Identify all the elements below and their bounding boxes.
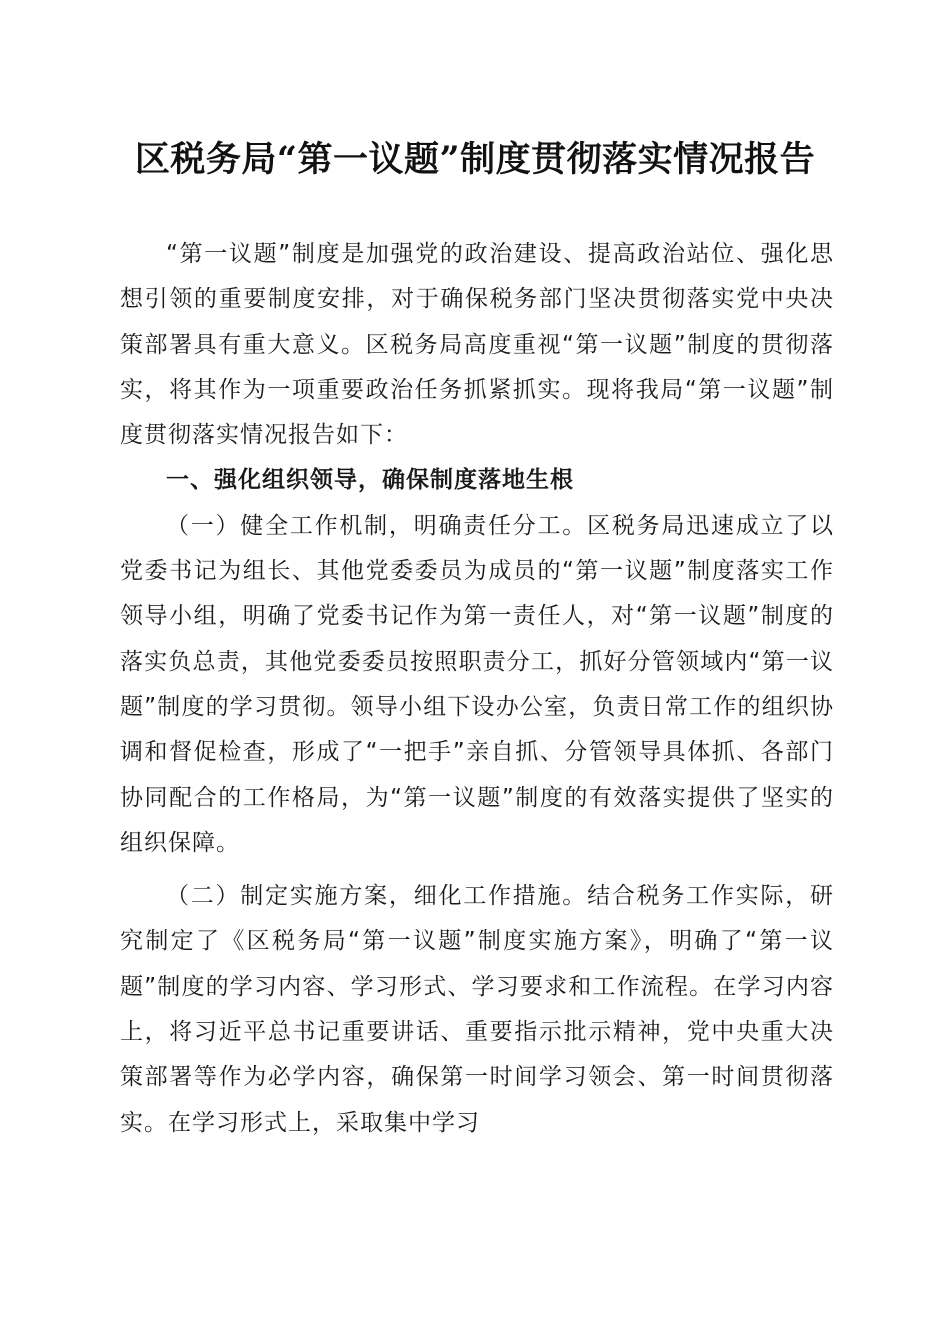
subsection-paragraph-1 — [120, 504, 834, 866]
document-body — [120, 232, 834, 1146]
section-heading: 一、强化组织领导，确保制度落地生根 — [166, 467, 574, 494]
subsection-lead-1: （一）健全工作机制，明确责任分工。 — [166, 512, 588, 539]
document-title: 区税务局“第一议题”制度贯彻落实情况报告 — [134, 139, 816, 180]
subsection-text-2: 结合税务工作实际，研究制定了《区税务局“第一议题”制度实施方案》，明确了“第一议题”制度的学习内容、学习形式、学习要求和工作流程。在学习内容上，将习近平总书记重要讲话、重要指示批示精神，党中央重大决策部署等作为必学内容，确保第一时间学习领会、第一时间贯彻落实。在学习形式上，采取集中学习 — [120, 883, 835, 1136]
subsection-lead-2: （二）制定实施方案，细化工作措施。 — [166, 883, 588, 910]
intro-paragraph: “第一议题”制度是加强党的政治建设、提高政治站位、强化思想引领的重要制度安排，对于确保税务部门坚决贯彻落实党中央决策部署具有重大意义。区税务局高度重视“第一议题”制度的贯彻落实，将其作为一项重要政治任务抓紧抓实。现将我局“第一议题”制度贯彻落实情况报告如下： — [120, 241, 834, 449]
subsection-paragraph-2 — [120, 874, 834, 1146]
subsection-text-1: 区税务局迅速成立了以党委书记为组长、其他党委委员为成员的“第一议题”制度落实工作领导小组，明确了党委书记作为第一责任人，对“第一议题”制度的落实负总责，其他党委委员按照职责分工，抓好分管领域内“第一议题”制度的学习贯彻。领导小组下设办公室，负责日常工作的组织协调和督促检查，形成了“一把手”亲自抓、分管领导具体抓、各部门协同配合的工作格局，为“第一议题”制度的有效落实提供了坚实的组织保障。 — [120, 512, 835, 856]
